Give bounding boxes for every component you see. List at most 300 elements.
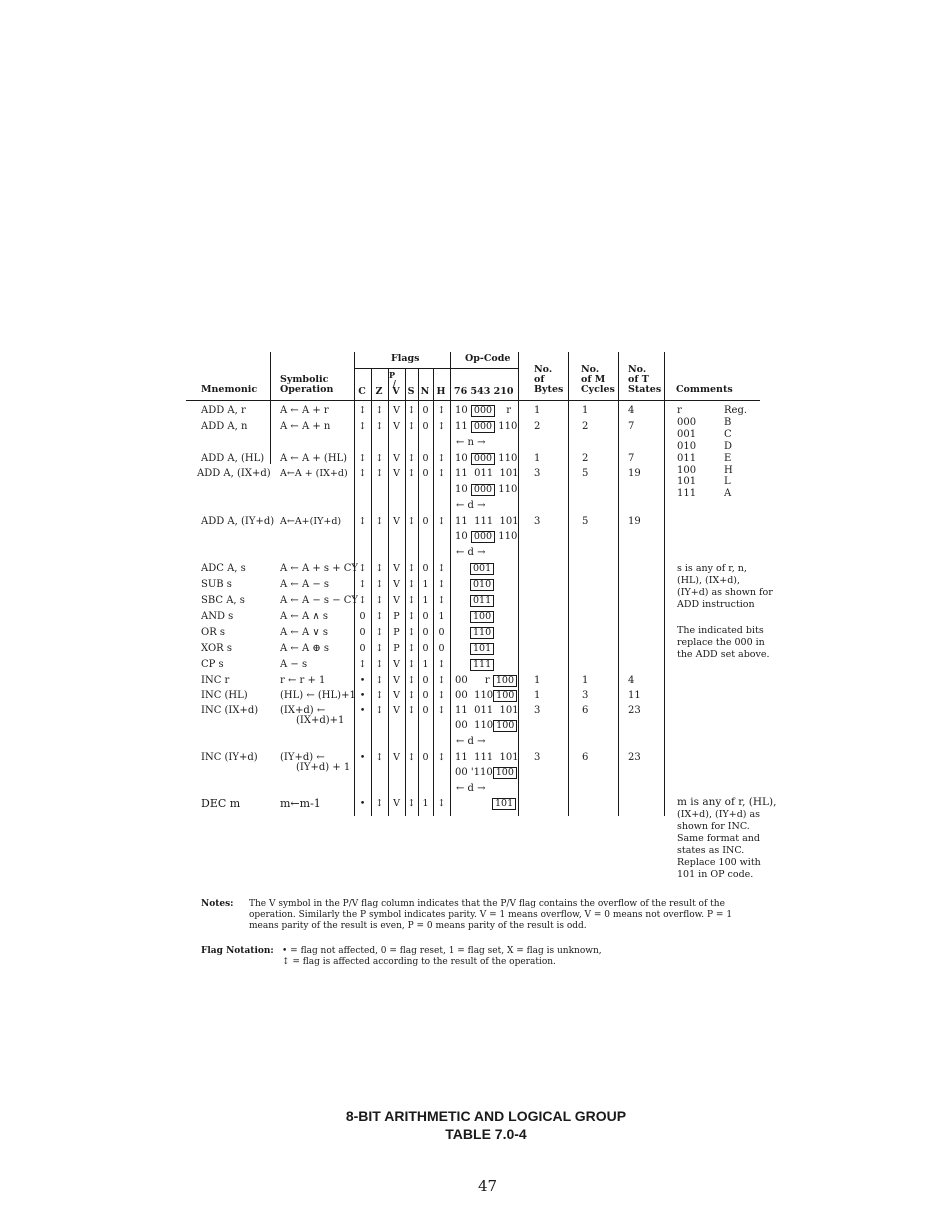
flag-h: ↕ — [437, 405, 446, 416]
bytes-cell: 1 — [534, 453, 541, 464]
opcode-cell — [492, 798, 516, 810]
reg-name: C — [724, 429, 732, 440]
flag-s: ↕ — [407, 468, 416, 479]
operation-cell: A ← A + s + CY — [280, 563, 359, 574]
flag-pv: V — [393, 468, 400, 479]
opcode-cell: 11 011 101 — [455, 468, 519, 479]
opcode-box: 000 — [471, 453, 495, 465]
tstates-cell: 11 — [628, 690, 641, 701]
mcycles-cell: 2 — [582, 421, 589, 432]
opcode-bits: r — [506, 405, 512, 416]
flag-c: ↕ — [358, 659, 367, 670]
flag-c: ↕ — [358, 595, 367, 606]
grid-line — [433, 369, 434, 816]
flag-h: ↕ — [437, 421, 446, 432]
flag-n: 0 — [422, 405, 429, 416]
flag-n: 1 — [422, 798, 429, 809]
operation-cell-cont: (IY+d) + 1 — [296, 762, 351, 773]
opcode-cell — [470, 659, 494, 671]
table-title: 8-BIT ARITHMETIC AND LOGICAL GROUP — [345, 1108, 627, 1124]
flag-col-z: Z — [375, 386, 383, 397]
tstates-cell: 19 — [628, 468, 641, 479]
operation-cell: (IY+d) ← — [280, 752, 325, 763]
opcode-bits: 10 — [455, 405, 468, 416]
flag-n: 0 — [422, 516, 429, 527]
reg-code: 000 — [677, 417, 697, 428]
flag-n: 0 — [422, 675, 429, 686]
bytes-cell: 3 — [534, 516, 541, 527]
flag-n: 0 — [422, 643, 429, 654]
flag-h: 0 — [438, 627, 445, 638]
operation-cell: A ← A ∨ s — [280, 627, 328, 638]
mnemonic-cell: SBC A, s — [201, 595, 245, 606]
flag-notation-line: • = flag not affected, 0 = flag reset, 1 = flag set, X = flag is unknown, — [282, 946, 602, 956]
opcode-box: 000 — [471, 421, 495, 433]
opcode-cell: 11 111 101 — [455, 752, 519, 763]
flag-h: ↕ — [437, 675, 446, 686]
operation-cell: A ← A + (HL) — [280, 453, 348, 464]
opcode-bits: r — [484, 675, 490, 686]
bytes-cell: 1 — [534, 690, 541, 701]
flag-notation-label: Flag Notation: — [201, 946, 274, 956]
flag-c: ↕ — [358, 579, 367, 590]
header-mcycles-1: No. — [581, 364, 600, 375]
opcode-box: 001 — [470, 563, 494, 575]
flag-s: ↕ — [407, 611, 416, 622]
header-bytes-3: Bytes — [534, 384, 564, 395]
flag-col-n: N — [420, 386, 430, 397]
flag-pv: V — [393, 563, 400, 574]
flag-z: ↕ — [375, 516, 384, 527]
flag-z: ↕ — [375, 611, 384, 622]
reg-code: 111 — [677, 488, 697, 499]
opcode-bits: 10 — [455, 531, 468, 542]
flag-c: 0 — [359, 643, 366, 654]
opcode-cell — [470, 579, 494, 591]
flag-s: ↕ — [407, 690, 416, 701]
flag-n: 0 — [422, 453, 429, 464]
flag-pv: P — [393, 611, 400, 622]
opcode-box: 100 — [493, 767, 517, 779]
opcode-bits: 10 — [455, 484, 468, 495]
flag-n: 0 — [422, 468, 429, 479]
flag-pv: V — [393, 421, 400, 432]
mnemonic-cell: ADD A, (HL) — [201, 453, 265, 464]
bytes-cell: 2 — [534, 421, 541, 432]
page-number: 47 — [478, 1177, 498, 1195]
header-tstates-2: of T — [628, 374, 649, 385]
reg-code: 101 — [677, 476, 697, 487]
flag-z: ↕ — [375, 690, 384, 701]
mnemonic-cell: CP s — [201, 659, 224, 670]
flag-h: ↕ — [437, 798, 446, 809]
opcode-bits: 00 110 — [455, 690, 494, 701]
opcode-cell-line2 — [455, 720, 517, 732]
flag-s: ↕ — [407, 595, 416, 606]
mcycles-cell: 5 — [582, 516, 589, 527]
bytes-cell: 3 — [534, 705, 541, 716]
opcode-cell — [455, 453, 517, 465]
mcycles-cell: 1 — [582, 405, 589, 416]
mnemonic-cell: ADC A, s — [201, 563, 246, 574]
flag-c: ↕ — [358, 405, 367, 416]
flag-s: ↕ — [407, 405, 416, 416]
flag-pv: V — [393, 675, 400, 686]
opcode-box: 110 — [470, 627, 494, 639]
reg-table-head-reg: Reg. — [724, 405, 748, 416]
operation-cell: A ← A − s — [280, 579, 330, 590]
header-comments: Comments — [676, 384, 733, 395]
flag-z: ↕ — [375, 627, 384, 638]
opcode-box: 010 — [470, 579, 494, 591]
tstates-cell: 23 — [628, 752, 641, 763]
grid-line — [568, 352, 569, 816]
grid-line — [450, 352, 451, 816]
displacement-marker: ← d → — [456, 736, 486, 747]
mnemonic-cell: XOR s — [201, 643, 232, 654]
flag-c: ↕ — [358, 453, 367, 464]
header-pv-p: P — [389, 370, 396, 380]
flag-n: 0 — [422, 627, 429, 638]
operation-cell: A←A + (IX+d) — [280, 468, 348, 479]
flag-n: 0 — [422, 563, 429, 574]
opcode-bits: 11 — [455, 421, 468, 432]
comment-line: m is any of r, (HL), — [677, 796, 777, 808]
opcode-cell-line2 — [455, 531, 517, 543]
opcode-cell — [455, 405, 511, 417]
flag-col-h: H — [436, 386, 446, 397]
tstates-cell: 23 — [628, 705, 641, 716]
opcode-cell — [455, 675, 517, 687]
operation-cell: A − s — [280, 659, 308, 670]
bytes-cell: 1 — [534, 405, 541, 416]
flag-n: 0 — [422, 690, 429, 701]
grid-line — [270, 352, 271, 464]
flag-s: ↕ — [407, 516, 416, 527]
flag-n: 0 — [422, 611, 429, 622]
bytes-cell: 3 — [534, 752, 541, 763]
header-mcycles-3: Cycles — [581, 384, 615, 395]
flag-s: ↕ — [407, 643, 416, 654]
flag-s: ↕ — [407, 675, 416, 686]
flag-z: ↕ — [375, 595, 384, 606]
comment-line: Same format and — [677, 833, 760, 844]
flag-z: ↕ — [375, 643, 384, 654]
comment-line: replace the 000 in — [677, 637, 765, 648]
opcode-bits: 110 — [498, 421, 518, 432]
flag-pv: V — [393, 705, 400, 716]
opcode-cell — [455, 690, 517, 702]
operand-n-marker: ← n → — [456, 437, 486, 448]
operation-cell: m←m-1 — [280, 797, 321, 810]
flag-n: 0 — [422, 752, 429, 763]
opcode-box: 011 — [470, 595, 494, 607]
flag-h: ↕ — [437, 690, 446, 701]
tstates-cell: 7 — [628, 453, 635, 464]
flag-c: 0 — [359, 611, 366, 622]
flag-s: ↕ — [407, 752, 416, 763]
reg-name: D — [724, 441, 733, 452]
mcycles-cell: 6 — [582, 705, 589, 716]
table-number: TABLE 7.0-4 — [445, 1126, 527, 1142]
header-symbolic: Symbolic — [280, 374, 329, 385]
flag-h: ↕ — [437, 468, 446, 479]
tstates-cell: 4 — [628, 675, 635, 686]
flag-z: ↕ — [375, 752, 384, 763]
mcycles-cell: 6 — [582, 752, 589, 763]
reg-name: E — [724, 453, 732, 464]
opcode-box: 100 — [493, 675, 517, 687]
flag-h: 0 — [438, 643, 445, 654]
bytes-cell: 1 — [534, 675, 541, 686]
comment-line: Replace 100 with — [677, 857, 761, 868]
header-operation: Operation — [280, 384, 334, 395]
reg-code: 001 — [677, 429, 697, 440]
operation-cell: A←A+(IY+d) — [280, 516, 342, 527]
flag-z: ↕ — [375, 405, 384, 416]
opcode-box: 100 — [493, 720, 517, 732]
grid-line — [418, 369, 419, 816]
flag-pv: V — [393, 798, 400, 809]
opcode-bits: 00 '110 — [455, 767, 493, 778]
bytes-cell: 3 — [534, 468, 541, 479]
mnemonic-cell: INC (IX+d) — [201, 705, 259, 716]
flag-h: ↕ — [437, 705, 446, 716]
operation-cell: A ← A − s − CY — [280, 595, 359, 606]
opcode-cell-line2 — [455, 484, 517, 496]
tstates-cell: 7 — [628, 421, 635, 432]
flag-z: ↕ — [375, 453, 384, 464]
reg-name: A — [724, 488, 732, 499]
flag-z: ↕ — [375, 579, 384, 590]
comment-line: 101 in OP code. — [677, 869, 754, 880]
flag-s: ↕ — [407, 421, 416, 432]
header-bytes-1: No. — [534, 364, 553, 375]
flag-h: 1 — [438, 611, 445, 622]
flag-c: • — [359, 675, 366, 686]
operation-cell: A ← A ∧ s — [280, 611, 328, 622]
comment-line: The indicated bits — [677, 625, 764, 636]
flag-s: ↕ — [407, 563, 416, 574]
notes-line: operation. Similarly the P symbol indicates parity. V = 1 means overflow, V = 0 means not overflow. P = 1 — [249, 910, 733, 920]
opcode-cell — [470, 595, 494, 607]
mnemonic-cell: ADD A, n — [201, 421, 248, 432]
header-tstates-3: States — [628, 384, 662, 395]
mnemonic-cell: OR s — [201, 627, 226, 638]
flag-col-c: C — [358, 386, 366, 397]
flag-s: ↕ — [407, 453, 416, 464]
flag-h: ↕ — [437, 579, 446, 590]
flag-c: • — [359, 705, 366, 716]
reg-name: L — [724, 476, 731, 487]
displacement-marker: ← d → — [456, 547, 486, 558]
mnemonic-cell: ADD A, (IX+d) — [197, 468, 271, 479]
header-mcycles-2: of M — [581, 374, 606, 385]
opcode-bits: 110 — [498, 453, 518, 464]
grid-line — [618, 352, 619, 816]
header-bytes-2: of — [534, 374, 545, 385]
comment-line: shown for INC. — [677, 821, 750, 832]
opcode-cell — [470, 563, 494, 575]
comment-line: (HL), (IX+d), — [677, 575, 741, 586]
opcode-bits: 00 110 — [455, 720, 494, 731]
opcode-bits: 10 — [455, 453, 468, 464]
header-pv-slash: / — [393, 378, 396, 388]
flag-c: ↕ — [358, 468, 367, 479]
reg-code: 011 — [677, 453, 697, 464]
grid-line — [664, 352, 665, 816]
operation-cell: (IX+d) ← — [280, 705, 326, 716]
grid-line — [518, 352, 519, 816]
reg-name: B — [724, 417, 732, 428]
mnemonic-cell: INC (IY+d) — [201, 752, 258, 763]
flag-pv: P — [393, 627, 400, 638]
flag-z: ↕ — [375, 705, 384, 716]
grid-line — [371, 369, 372, 816]
flag-h: ↕ — [437, 595, 446, 606]
flag-pv: P — [393, 643, 400, 654]
reg-name: H — [724, 465, 733, 476]
header-flags: Flags — [391, 353, 420, 364]
opcode-box: 101 — [470, 643, 494, 655]
flag-n: 1 — [422, 595, 429, 606]
flag-n: 1 — [422, 579, 429, 590]
flag-n: 0 — [422, 705, 429, 716]
header-opcode-bits: 76 543 210 — [454, 386, 514, 397]
flag-c: • — [359, 752, 366, 763]
comment-line: (IY+d) as shown for — [677, 587, 773, 598]
displacement-marker: ← d → — [456, 783, 486, 794]
mnemonic-cell: AND s — [201, 611, 234, 622]
operation-cell: r ← r + 1 — [280, 675, 326, 686]
flag-c: 0 — [359, 627, 366, 638]
opcode-cell — [470, 643, 494, 655]
flag-notation-line: ↕ = flag is affected according to the result of the operation. — [282, 957, 556, 967]
reg-code: 010 — [677, 441, 697, 452]
opcode-cell: 11 111 101 — [455, 516, 519, 527]
opcode-box: 000 — [471, 405, 495, 417]
flag-h: ↕ — [437, 516, 446, 527]
grid-line — [405, 369, 406, 816]
flag-z: ↕ — [375, 659, 384, 670]
opcode-bits: 110 — [498, 531, 518, 542]
comment-line: states as INC. — [677, 845, 745, 856]
flag-z: ↕ — [375, 421, 384, 432]
comment-line: (IX+d), (IY+d) as — [677, 809, 761, 820]
operation-cell: A ← A + r — [280, 405, 329, 416]
comment-line: the ADD set above. — [677, 649, 770, 660]
notes-label: Notes: — [201, 899, 234, 909]
flag-pv: V — [393, 516, 400, 527]
opcode-bits: 00 — [455, 675, 468, 686]
flag-h: ↕ — [437, 563, 446, 574]
flag-c: • — [359, 690, 366, 701]
operation-cell-cont: (IX+d)+1 — [296, 715, 345, 726]
mnemonic-cell: INC (HL) — [201, 690, 248, 701]
operation-cell: A ← A + n — [280, 421, 331, 432]
flag-col-s: S — [407, 386, 415, 397]
flag-n: 1 — [422, 659, 429, 670]
notes-line: means parity of the result is even, P = 0 means parity of the result is odd. — [249, 921, 587, 931]
flag-c: ↕ — [358, 516, 367, 527]
opcode-box: 000 — [471, 531, 495, 543]
comment-line: ADD instruction — [677, 599, 755, 610]
opcode-box: 101 — [492, 798, 516, 810]
flag-h: ↕ — [437, 659, 446, 670]
opcode-cell — [470, 627, 494, 639]
flag-n: 0 — [422, 421, 429, 432]
opcode-cell-line2 — [455, 767, 517, 779]
tstates-cell: 19 — [628, 516, 641, 527]
operation-cell: (HL) ← (HL)+1 — [280, 690, 356, 701]
mnemonic-cell: DEC m — [201, 797, 241, 810]
flag-z: ↕ — [375, 675, 384, 686]
opcode-box: 100 — [493, 690, 517, 702]
opcode-box: 100 — [470, 611, 494, 623]
header-rule — [186, 400, 760, 401]
grid-line — [388, 369, 389, 816]
opcode-bits: 110 — [498, 484, 518, 495]
flag-c: • — [359, 798, 366, 809]
flag-s: ↕ — [407, 798, 416, 809]
flag-pv: V — [393, 579, 400, 590]
flag-s: ↕ — [407, 627, 416, 638]
flag-pv: V — [393, 595, 400, 606]
flag-s: ↕ — [407, 579, 416, 590]
flag-z: ↕ — [375, 563, 384, 574]
displacement-marker: ← d → — [456, 500, 486, 511]
mcycles-cell: 1 — [582, 675, 589, 686]
flag-pv: V — [393, 690, 400, 701]
grid-line — [354, 368, 518, 369]
reg-code: 100 — [677, 465, 697, 476]
tstates-cell: 4 — [628, 405, 635, 416]
mcycles-cell: 3 — [582, 690, 589, 701]
opcode-box: 000 — [471, 484, 495, 496]
comment-line: s is any of r, n, — [677, 563, 747, 574]
reg-table-head-r: r — [677, 405, 682, 416]
mnemonic-cell: ADD A, r — [201, 405, 246, 416]
flag-c: ↕ — [358, 421, 367, 432]
opcode-box: 111 — [470, 659, 494, 671]
header-tstates-1: No. — [628, 364, 647, 375]
header-mnemonic: Mnemonic — [201, 384, 258, 395]
opcode-cell — [455, 421, 517, 433]
flag-s: ↕ — [407, 705, 416, 716]
mnemonic-cell: ADD A, (IY+d) — [201, 516, 275, 527]
flag-h: ↕ — [437, 752, 446, 763]
flag-pv: V — [393, 453, 400, 464]
flag-col-v: V — [392, 386, 400, 397]
flag-h: ↕ — [437, 453, 446, 464]
flag-pv: V — [393, 752, 400, 763]
header-opcode: Op-Code — [465, 353, 511, 364]
mnemonic-cell: INC r — [201, 675, 230, 686]
flag-pv: V — [393, 659, 400, 670]
flag-z: ↕ — [375, 468, 384, 479]
mcycles-cell: 5 — [582, 468, 589, 479]
flag-c: ↕ — [358, 563, 367, 574]
opcode-cell — [470, 611, 494, 623]
flag-z: ↕ — [375, 798, 384, 809]
notes-line: The V symbol in the P/V flag column indicates that the P/V flag contains the overflow of the result of the — [249, 899, 725, 909]
flag-s: ↕ — [407, 659, 416, 670]
flag-pv: V — [393, 405, 400, 416]
mnemonic-cell: SUB s — [201, 579, 232, 590]
operation-cell: A ← A ⊕ s — [280, 643, 330, 654]
opcode-cell: 11 011 101 — [455, 705, 519, 716]
mcycles-cell: 2 — [582, 453, 589, 464]
